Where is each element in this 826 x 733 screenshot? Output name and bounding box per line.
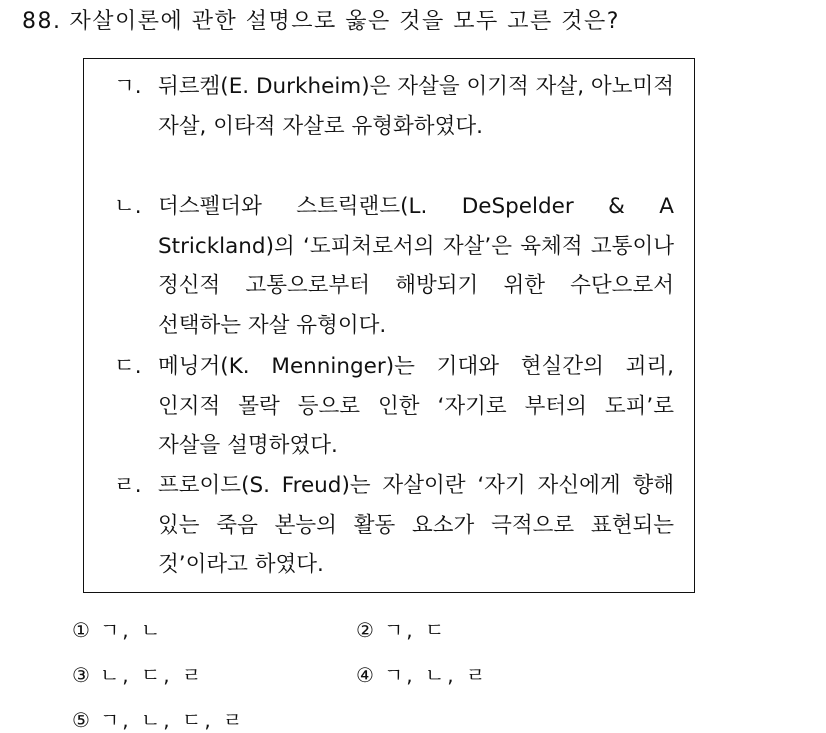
question-number: 88.	[22, 9, 62, 34]
statement-text: 메닝거(K. Menninger)는 기대와 현실간의 괴리, 인지적 몰락 등으로 인한 ‘자기로 부터의 도피’로 자살을 설명하였다.	[158, 354, 674, 458]
choice-number: ⑤	[72, 708, 90, 732]
choice-text: ㄱ, ㄴ	[99, 618, 164, 642]
statement-text: 더스펠더와 스트릭랜드(L. DeSpelder & A Strickland)의 ‘도피처로서의 자살’은 육체적 고통이나 정신적 고통으로부터 해방되기 위한 수단으로서 선택하는 자살 유형이다.	[158, 194, 674, 338]
question-stem	[22, 6, 620, 38]
statement-mark: ㄹ.	[114, 473, 142, 498]
choice-text: ㄱ, ㄴ, ㄹ	[383, 663, 489, 687]
choice-text: ㄴ, ㄷ, ㄹ	[99, 663, 205, 687]
choice-number: ③	[72, 663, 90, 687]
choice-number: ④	[356, 663, 374, 687]
choice-number: ①	[72, 618, 90, 642]
statements-box	[83, 58, 695, 593]
question-text: 자살이론에 관한 설명으로 옳은 것을 모두 고른 것은?	[69, 9, 620, 34]
choice-4[interactable]	[356, 659, 488, 688]
choice-5[interactable]	[72, 704, 245, 733]
choice-text: ㄱ, ㄷ	[383, 618, 448, 642]
statement-text: 프로이드(S. Freud)는 자살이란 ‘자기 자신에게 향해 있는 죽음 본능의 활동 요소가 극적으로 표현되는 것’이라고 하였다.	[158, 473, 674, 577]
statement-text: 뒤르켐(E. Durkheim)은 자살을 이기적 자살, 아노미적 자살, 이타적 자살로 유형화하였다.	[158, 74, 674, 139]
statement-item	[114, 347, 674, 466]
choice-number: ②	[356, 618, 374, 642]
choice-1[interactable]	[72, 614, 163, 643]
choice-3[interactable]	[72, 659, 204, 688]
statement-mark: ㄱ.	[114, 74, 142, 99]
choice-2[interactable]	[356, 614, 447, 643]
statement-mark: ㄷ.	[114, 354, 142, 379]
choice-text: ㄱ, ㄴ, ㄷ, ㄹ	[99, 708, 246, 732]
statement-item	[114, 67, 674, 146]
statement-mark: ㄴ.	[114, 194, 142, 219]
statement-item	[114, 187, 674, 345]
statement-item	[114, 466, 674, 585]
